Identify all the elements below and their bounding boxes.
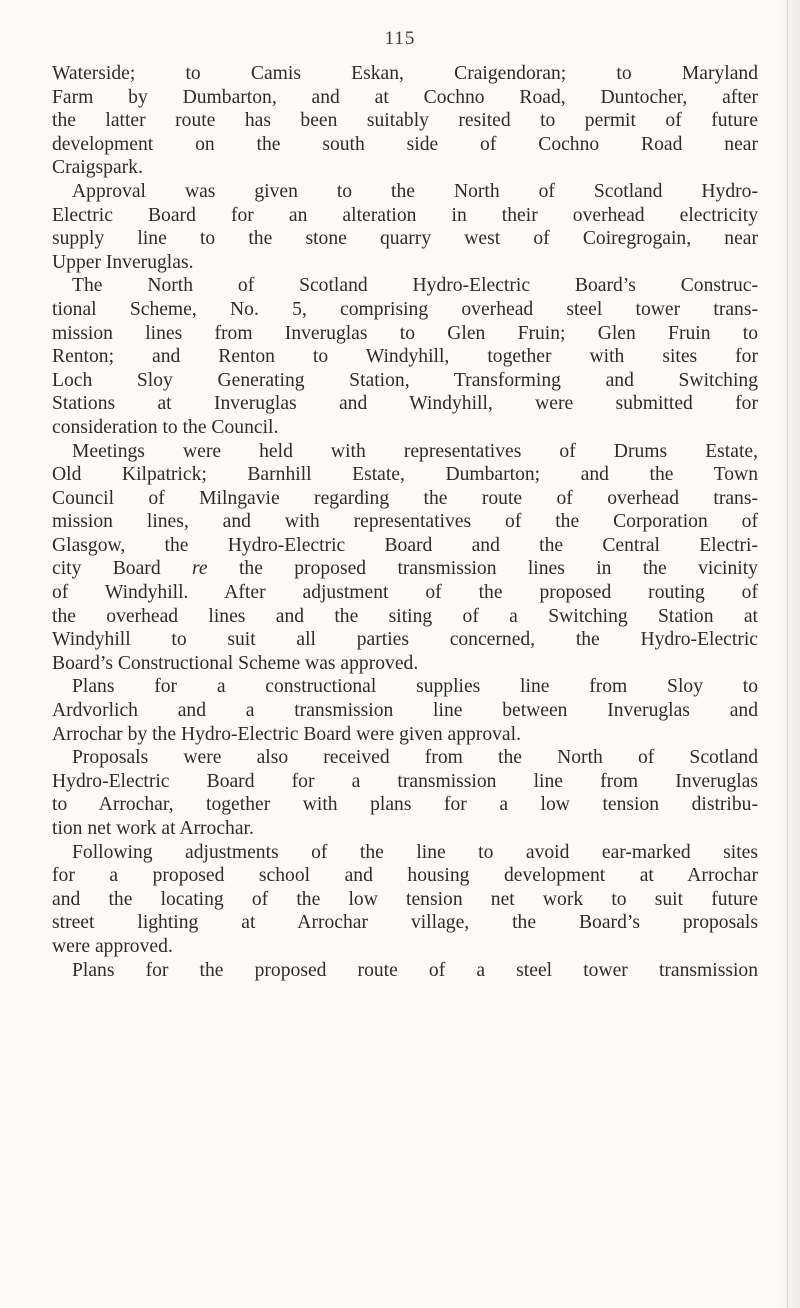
page-edge-shadow [778,0,800,1308]
text-fragment: the proposed transmission lines in the vicinity [238,558,758,580]
text-line: Plans for the proposed route of a steel tower transmission [72,959,758,981]
italic-re: re [191,558,208,580]
text-line: Ardvorlich and a transmission line between Inveruglas and [52,700,758,722]
text-line: Windyhill to suit all parties concerned, the Hydro-Electric [52,629,758,651]
text-line: Stations at Inveruglas and Windyhill, were submitted for [52,393,758,415]
text-line: Farm by Dumbarton, and at Cochno Road, Duntocher, after [52,86,758,108]
text-line: to Arrochar, together with plans for a low tension distribu- [52,794,758,816]
text-line: were approved. [52,935,173,957]
text-line: Electric Board for an alteration in their overhead electricity [52,204,758,226]
text-line: Council of Milngavie regarding the route of overhead trans- [52,487,758,509]
text-line: mission lines, and with representatives of the Corporation of [52,511,758,533]
text-line: for a proposed school and housing development at Arrochar [52,865,758,887]
text-line: of Windyhill. After adjustment of the proposed routing of [52,582,758,604]
text-line: Loch Sloy Generating Station, Transforming and Switching [52,369,758,391]
text-line: consideration to the Council. [52,416,279,438]
text-line: the latter route has been suitably resited to permit of future [52,110,758,132]
text-line: Craigspark. [52,157,143,179]
text-line: Meetings were held with representatives of Drums Estate, [72,440,758,462]
text-line: and the locating of the low tension net work to suit future [52,888,758,910]
text-line: the overhead lines and the siting of a Switching Station at [52,605,758,627]
text-line: tion net work at Arrochar. [52,818,254,839]
text-line: Old Kilpatrick; Barnhill Estate, Dumbarton; and the Town [52,464,758,486]
text-line: Approval was given to the North of Scotland Hydro- [72,180,758,202]
page-edge-line [787,0,788,1308]
text-line: supply line to the stone quarry west of Coiregrogain, near [52,228,758,250]
body-text [52,62,758,982]
text-line [52,557,758,581]
text-line: Plans for a constructional supplies line from Sloy to [72,676,758,698]
text-fragment: city Board [52,558,161,580]
text-line: Waterside; to Camis Eskan, Craigendoran; to Maryland [52,63,758,84]
text-line: Hydro-Electric Board for a transmission line from Inveruglas [52,770,758,792]
text-line: Glasgow, the Hydro-Electric Board and the Central Electri- [52,534,758,556]
text-line: The North of Scotland Hydro-Electric Board’s Construc- [72,275,758,297]
text-line: Arrochar by the Hydro-Electric Board were given approval. [52,723,521,745]
text-line: Following adjustments of the line to avoid ear-marked sites [72,841,758,863]
text-line: Board’s Constructional Scheme was approved. [52,652,419,674]
text-line: street lighting at Arrochar village, the Board’s proposals [52,912,758,934]
page-number: 115 [384,28,416,49]
text-line: Upper Inveruglas. [52,251,194,273]
text-line: tional Scheme, No. 5, comprising overhead steel tower trans- [52,298,758,320]
text-line: Proposals were also received from the North of Scotland [72,747,758,769]
text-line: Renton; and Renton to Windyhill, together with sites for [52,346,758,368]
text-line: mission lines from Inveruglas to Glen Fruin; Glen Fruin to [52,322,758,344]
text-line: development on the south side of Cochno Road near [52,133,758,155]
